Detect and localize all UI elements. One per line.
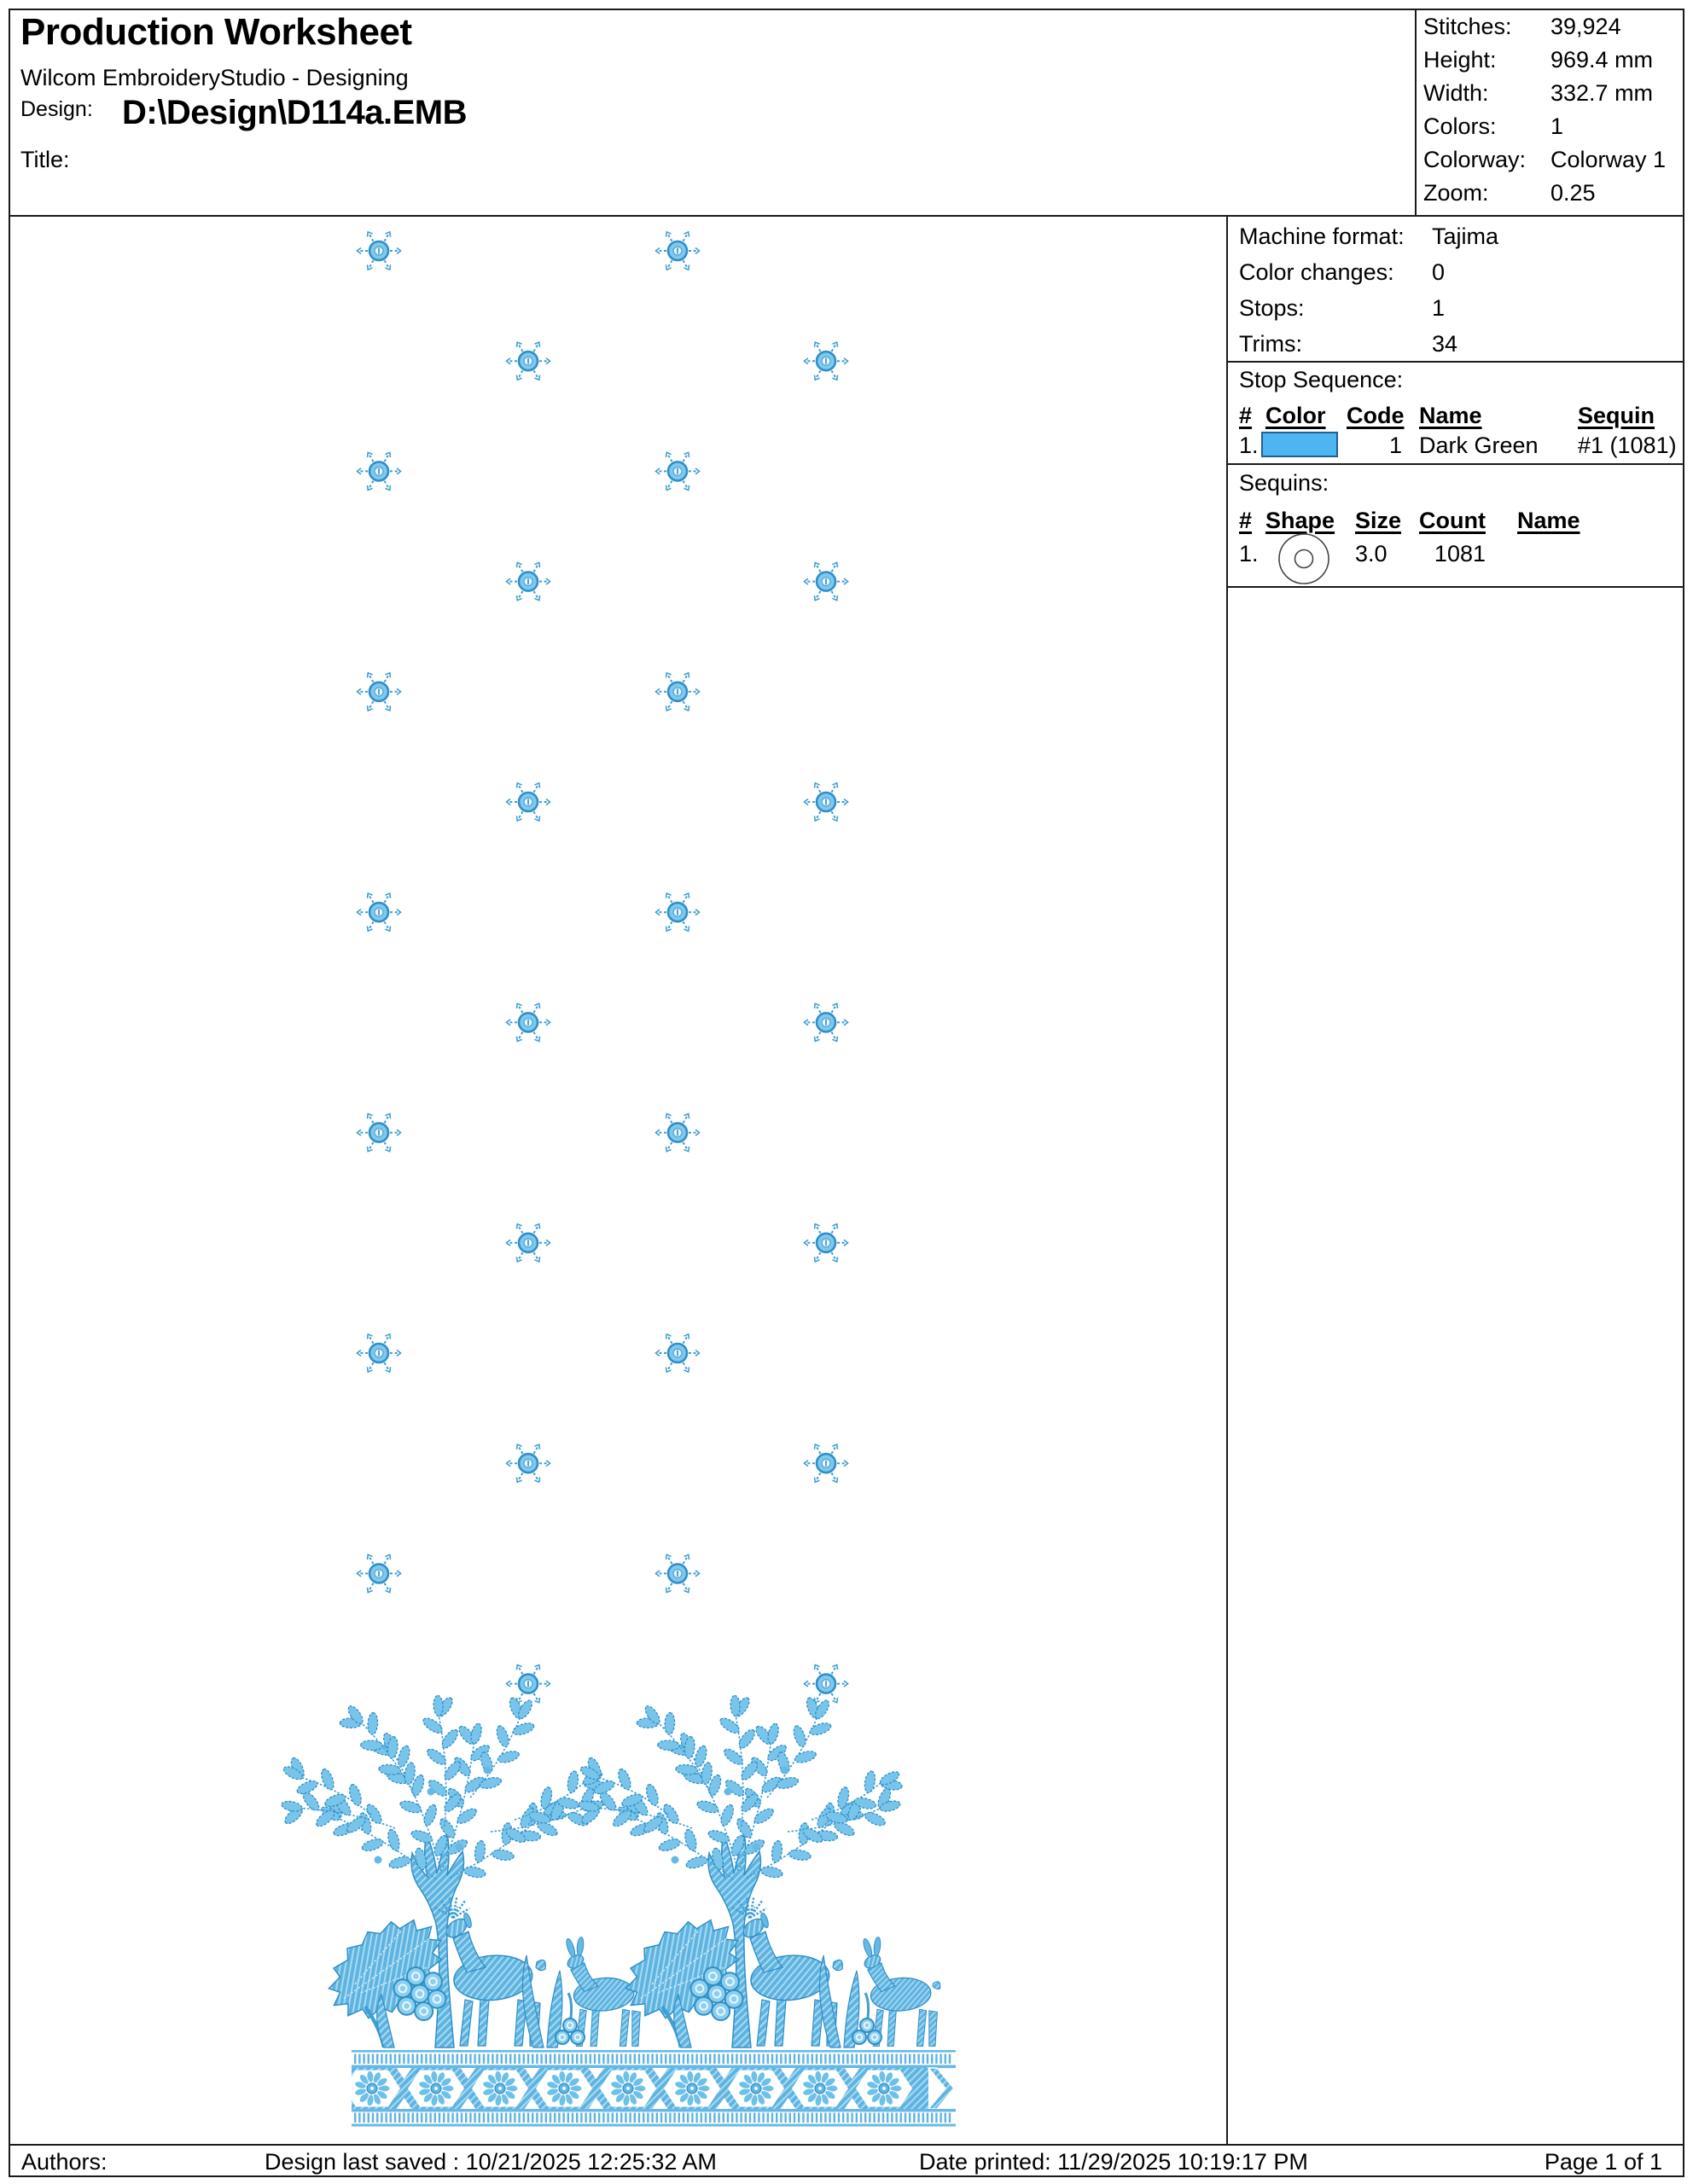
stat-value: 39,924: [1550, 14, 1621, 39]
stopseq-box-rule: [1226, 463, 1683, 465]
stat-value: 0.25: [1550, 180, 1596, 206]
design-label: Design:: [20, 97, 93, 121]
machine-label: Machine format:: [1239, 224, 1405, 249]
stat-label: Colorway:: [1423, 147, 1527, 172]
header-bottom-rule: [9, 215, 1683, 217]
machine-box-rule: [1226, 361, 1683, 363]
sequin-row-count: 1081: [1434, 541, 1486, 566]
circle-sequin-icon: [1277, 532, 1332, 587]
design-file-path: D:\Design\D114a.EMB: [122, 94, 467, 131]
title-label: Title:: [20, 147, 70, 172]
col-header-code: Code: [1347, 403, 1405, 428]
thread-color-swatch: [1261, 432, 1338, 457]
machine-value: Tajima: [1432, 224, 1499, 249]
col-header-num: #: [1239, 403, 1253, 428]
machine-value: 0: [1432, 259, 1446, 285]
header-stats-divider: [1415, 9, 1417, 215]
sequin-row-size: 3.0: [1355, 541, 1388, 566]
col-header-size: Size: [1355, 508, 1402, 533]
stop-row-num: 1.: [1239, 433, 1259, 458]
side-panel-divider: [1226, 215, 1228, 2146]
sequin-row-num: 1.: [1239, 541, 1259, 566]
stat-label: Colors:: [1423, 113, 1497, 139]
stop-sequence-heading: Stop Sequence:: [1239, 367, 1404, 392]
col-header-name: Name: [1517, 508, 1580, 533]
machine-label: Trims:: [1239, 331, 1302, 357]
stop-row-name: Dark Green: [1419, 433, 1539, 458]
sequins-heading: Sequins:: [1239, 470, 1329, 496]
authors-label: Authors:: [21, 2149, 108, 2175]
stat-label: Width:: [1423, 80, 1489, 106]
footer-top-rule: [9, 2144, 1683, 2146]
col-header-count: Count: [1419, 508, 1486, 533]
machine-label: Stops:: [1239, 295, 1305, 321]
stat-label: Zoom:: [1423, 180, 1489, 206]
last-saved-text: Design last saved : 10/21/2025 12:25:32 AM: [265, 2149, 717, 2175]
col-header-sequin: Sequin: [1578, 403, 1655, 428]
stat-label: Stitches:: [1423, 14, 1512, 39]
page-title: Production Worksheet: [20, 11, 412, 53]
app-subtitle: Wilcom EmbroideryStudio - Designing: [20, 65, 409, 90]
machine-label: Color changes:: [1239, 259, 1394, 285]
stat-value: 1: [1550, 113, 1564, 139]
page-number: Page 1 of 1: [1544, 2149, 1662, 2175]
col-header-num: #: [1239, 508, 1253, 533]
stat-value: 969.4 mm: [1550, 47, 1654, 73]
stop-row-code: 1: [1388, 433, 1402, 458]
col-header-color: Color: [1265, 403, 1326, 428]
stat-label: Height:: [1423, 47, 1497, 73]
col-header-name: Name: [1419, 403, 1482, 428]
stop-row-sequin: #1 (1081): [1578, 433, 1677, 458]
machine-value: 34: [1432, 331, 1458, 357]
col-header-shape: Shape: [1265, 508, 1335, 533]
stat-value: Colorway 1: [1550, 147, 1667, 172]
date-printed-text: Date printed: 11/29/2025 10:19:17 PM: [919, 2149, 1308, 2175]
machine-value: 1: [1432, 295, 1446, 321]
stat-value: 332.7 mm: [1550, 80, 1654, 106]
